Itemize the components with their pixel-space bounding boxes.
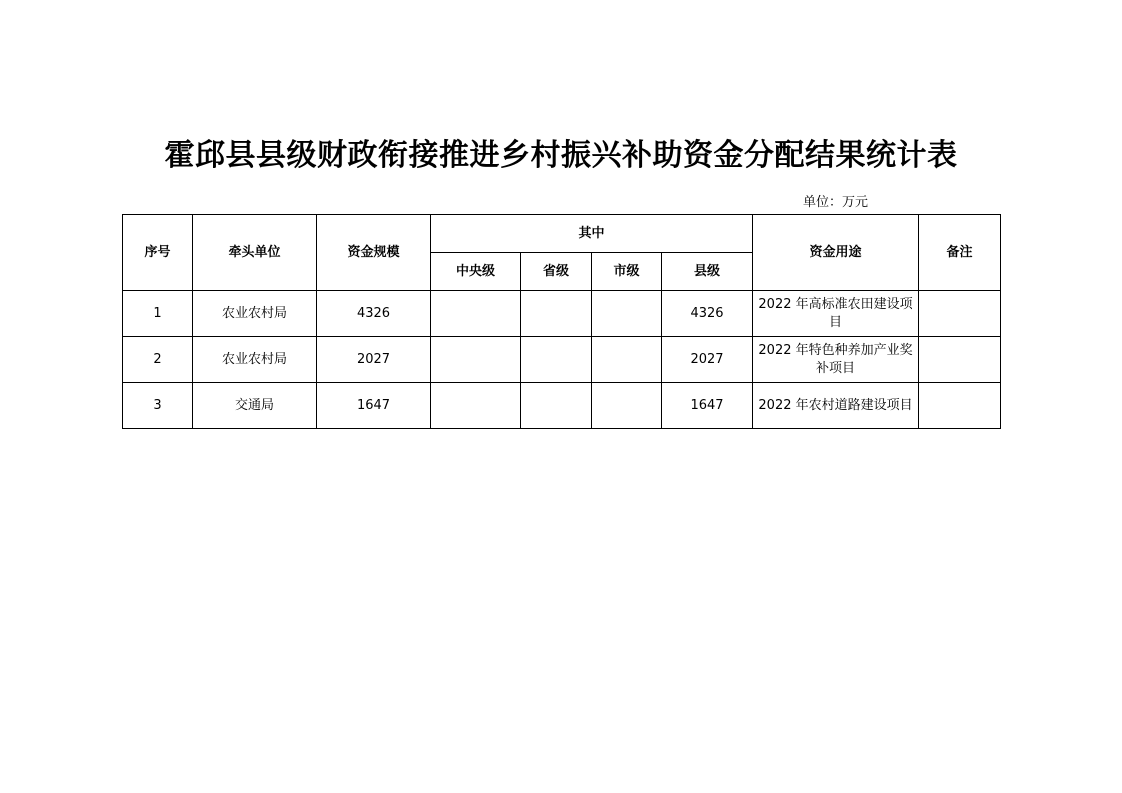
document-title: 霍邱县县级财政衔接推进乡村振兴补助资金分配结果统计表	[164, 138, 958, 173]
header-fund-use: 资金用途	[753, 215, 919, 291]
cell-fund-use: 2022 年特色种养加产业奖补项目	[753, 337, 919, 383]
cell-provincial	[521, 383, 592, 429]
header-municipal: 市级	[592, 253, 662, 291]
cell-fund-scale: 4326	[317, 291, 431, 337]
cell-municipal	[592, 337, 662, 383]
cell-seq: 3	[123, 383, 193, 429]
cell-lead-unit: 交通局	[193, 383, 317, 429]
header-central: 中央级	[431, 253, 521, 291]
cell-fund-use: 2022 年农村道路建设项目	[753, 383, 919, 429]
cell-central	[431, 383, 521, 429]
cell-fund-scale: 2027	[317, 337, 431, 383]
header-provincial: 省级	[521, 253, 592, 291]
cell-municipal	[592, 383, 662, 429]
table-row	[123, 337, 1001, 383]
table-row	[123, 383, 1001, 429]
unit-label: 单位：万元	[803, 195, 869, 210]
cell-remarks	[919, 291, 1001, 337]
header-fund-scale: 资金规模	[317, 215, 431, 291]
table-row	[123, 291, 1001, 337]
header-county: 县级	[662, 253, 753, 291]
cell-county: 4326	[662, 291, 753, 337]
cell-remarks	[919, 383, 1001, 429]
cell-fund-scale: 1647	[317, 383, 431, 429]
cell-municipal	[592, 291, 662, 337]
cell-central	[431, 337, 521, 383]
cell-county: 2027	[662, 337, 753, 383]
cell-provincial	[521, 291, 592, 337]
cell-central	[431, 291, 521, 337]
allocation-table	[122, 214, 1001, 429]
header-remarks: 备注	[919, 215, 1001, 291]
header-of-which: 其中	[431, 215, 753, 253]
cell-lead-unit: 农业农村局	[193, 291, 317, 337]
cell-seq: 2	[123, 337, 193, 383]
cell-county: 1647	[662, 383, 753, 429]
cell-provincial	[521, 337, 592, 383]
cell-remarks	[919, 337, 1001, 383]
cell-seq: 1	[123, 291, 193, 337]
header-seq: 序号	[123, 215, 193, 291]
cell-fund-use: 2022 年高标准农田建设项目	[753, 291, 919, 337]
header-lead-unit: 牵头单位	[193, 215, 317, 291]
cell-lead-unit: 农业农村局	[193, 337, 317, 383]
